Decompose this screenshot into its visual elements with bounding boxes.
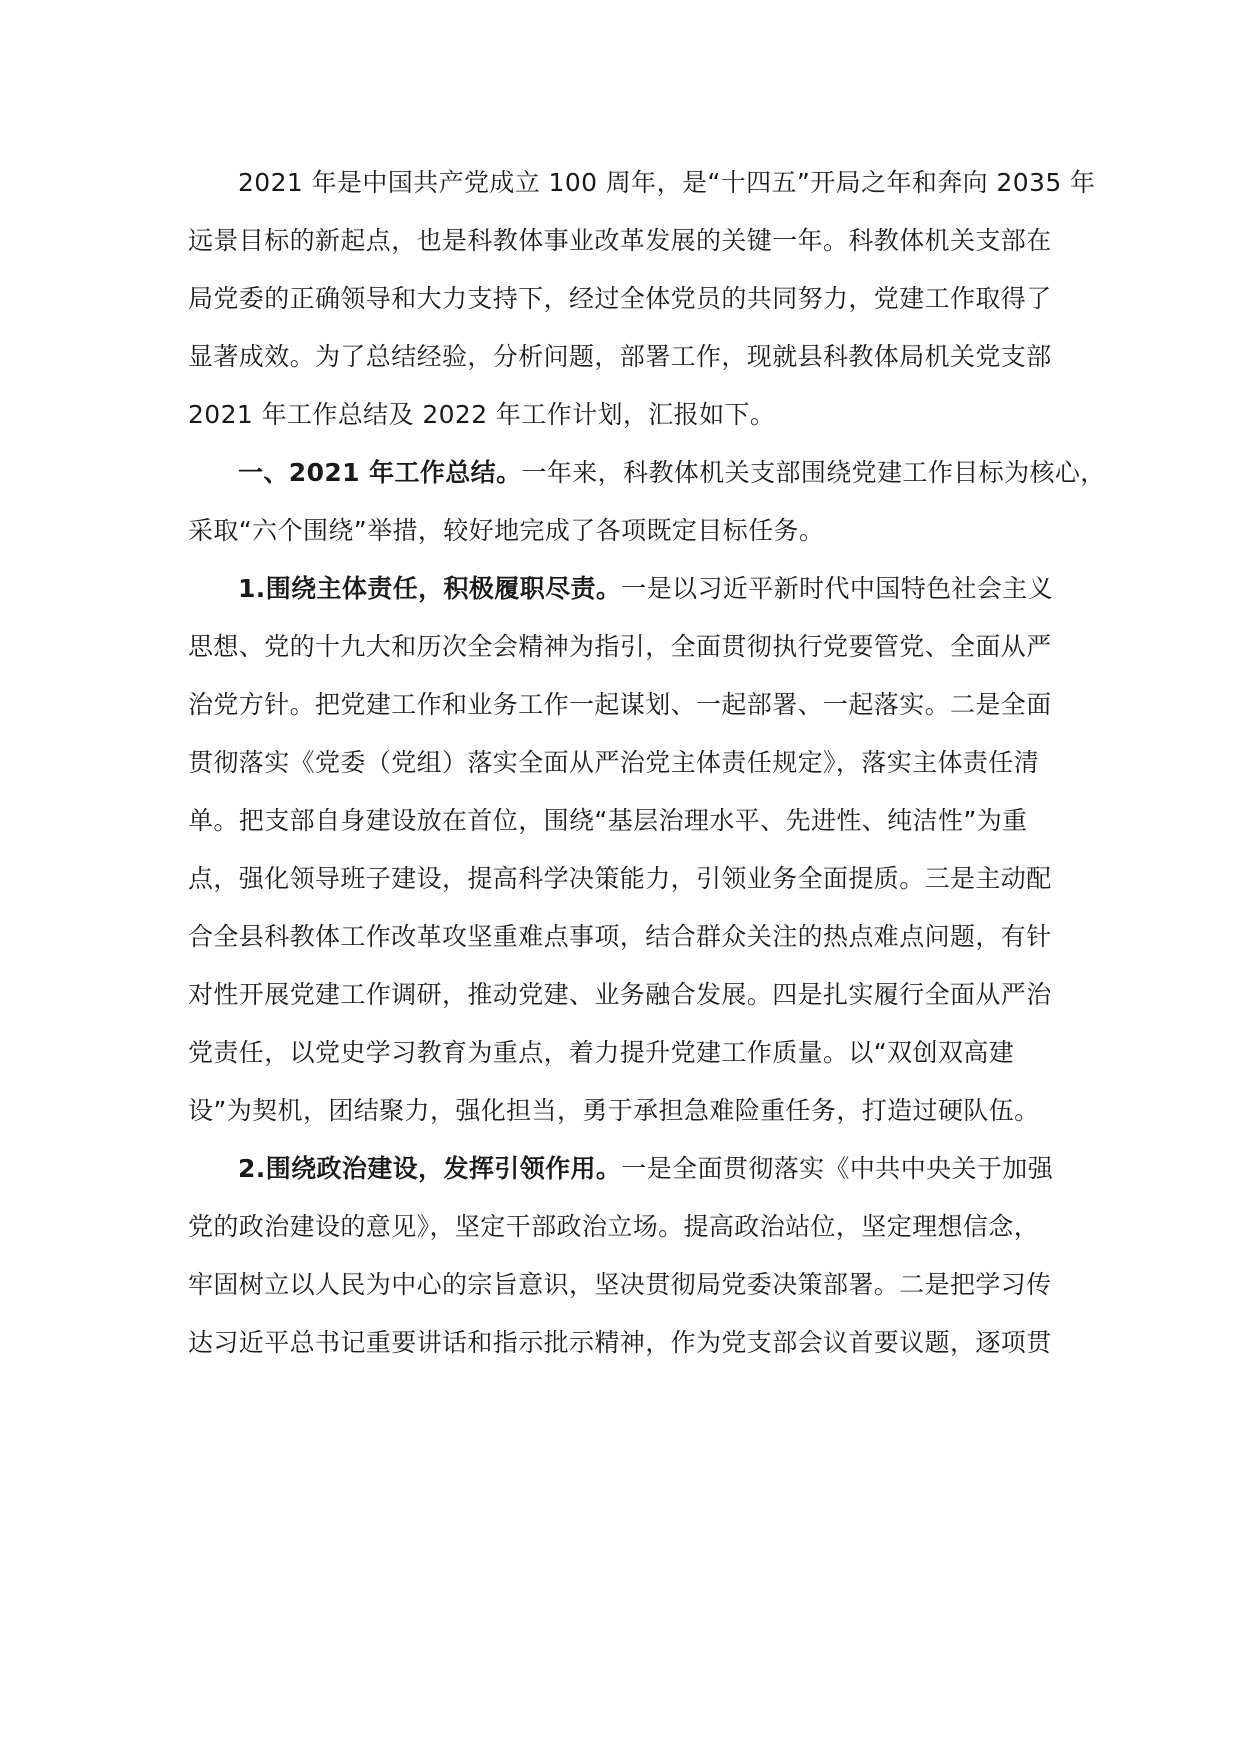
section-first-line: [238, 453, 1106, 493]
item-heading: 2.围绕政治建设，发挥引领作用。: [238, 1154, 622, 1183]
paragraph-line: 点，强化领导班子建设，提高科学决策能力，引领业务全面提质。三是主动配: [188, 864, 1052, 893]
paragraph-line: 思想、党的十九大和历次全会精神为指引，全面贯彻执行党要管党、全面从严: [188, 632, 1052, 661]
paragraph-line: 治党方针。把党建工作和业务工作一起谋划、一起部署、一起落实。二是全面: [188, 690, 1052, 719]
paragraph-line: 对性开展党建工作调研，推动党建、业务融合发展。四是扎实履行全面从严治: [188, 980, 1052, 1009]
paragraph-line: 2021 年是中国共产党成立 100 周年，是“十四五”开局之年和奔向 2035 年: [238, 168, 1096, 197]
paragraph-line: 合全县科教体工作改革攻坚重难点事项，结合群众关注的热点难点问题，有针: [188, 922, 1052, 951]
paragraph-line: 设”为契机，团结聚力，强化担当，勇于承担急难险重任务，打造过硬队伍。: [188, 1096, 1040, 1125]
paragraph-line: 局党委的正确领导和大力支持下，经过全体党员的共同努力，党建工作取得了: [188, 284, 1052, 313]
item-first-line: [238, 569, 1053, 609]
paragraph-line: 贯彻落实《党委（党组）落实全面从严治党主体责任规定》，落实主体责任清: [188, 748, 1040, 777]
paragraph-line: 显著成效。为了总结经验，分析问题，部署工作，现就县科教体局机关党支部: [188, 342, 1052, 371]
item-heading: 1.围绕主体责任，积极履职尽责。: [238, 574, 622, 603]
paragraph-line: 采取“六个围绕”举措，较好地完成了各项既定目标任务。: [188, 516, 825, 545]
item-first-line: [238, 1149, 1053, 1189]
paragraph-line: 单。把支部自身建设放在首位，围绕“基层治理水平、先进性、纯洁性”为重: [188, 806, 1028, 835]
paragraph-text: 一是以习近平新时代中国特色社会主义: [621, 574, 1054, 603]
section-heading: 一、2021 年工作总结。: [238, 458, 522, 487]
paragraph-line: 远景目标的新起点，也是科教体事业改革发展的关键一年。科教体机关支部在: [188, 226, 1052, 255]
paragraph-line: 2021 年工作总结及 2022 年工作计划，汇报如下。: [188, 400, 776, 429]
paragraph-line: 党责任，以党史学习教育为重点，着力提升党建工作质量。以“双创双高建: [188, 1038, 1015, 1067]
paragraph-line: 牢固树立以人民为中心的宗旨意识，坚决贯彻局党委决策部署。二是把学习传: [188, 1270, 1052, 1299]
paragraph-line: 党的政治建设的意见》，坚定干部政治立场。提高政治站位，坚定理想信念，: [188, 1212, 1040, 1241]
paragraph-text: 一年来，科教体机关支部围绕党建工作目标为核心，: [521, 458, 1106, 487]
paragraph-text: 一是全面贯彻落实《中共中央关于加强: [621, 1154, 1054, 1183]
paragraph-line: 达习近平总书记重要讲话和指示批示精神，作为党支部会议首要议题，逐项贯: [188, 1328, 1052, 1357]
